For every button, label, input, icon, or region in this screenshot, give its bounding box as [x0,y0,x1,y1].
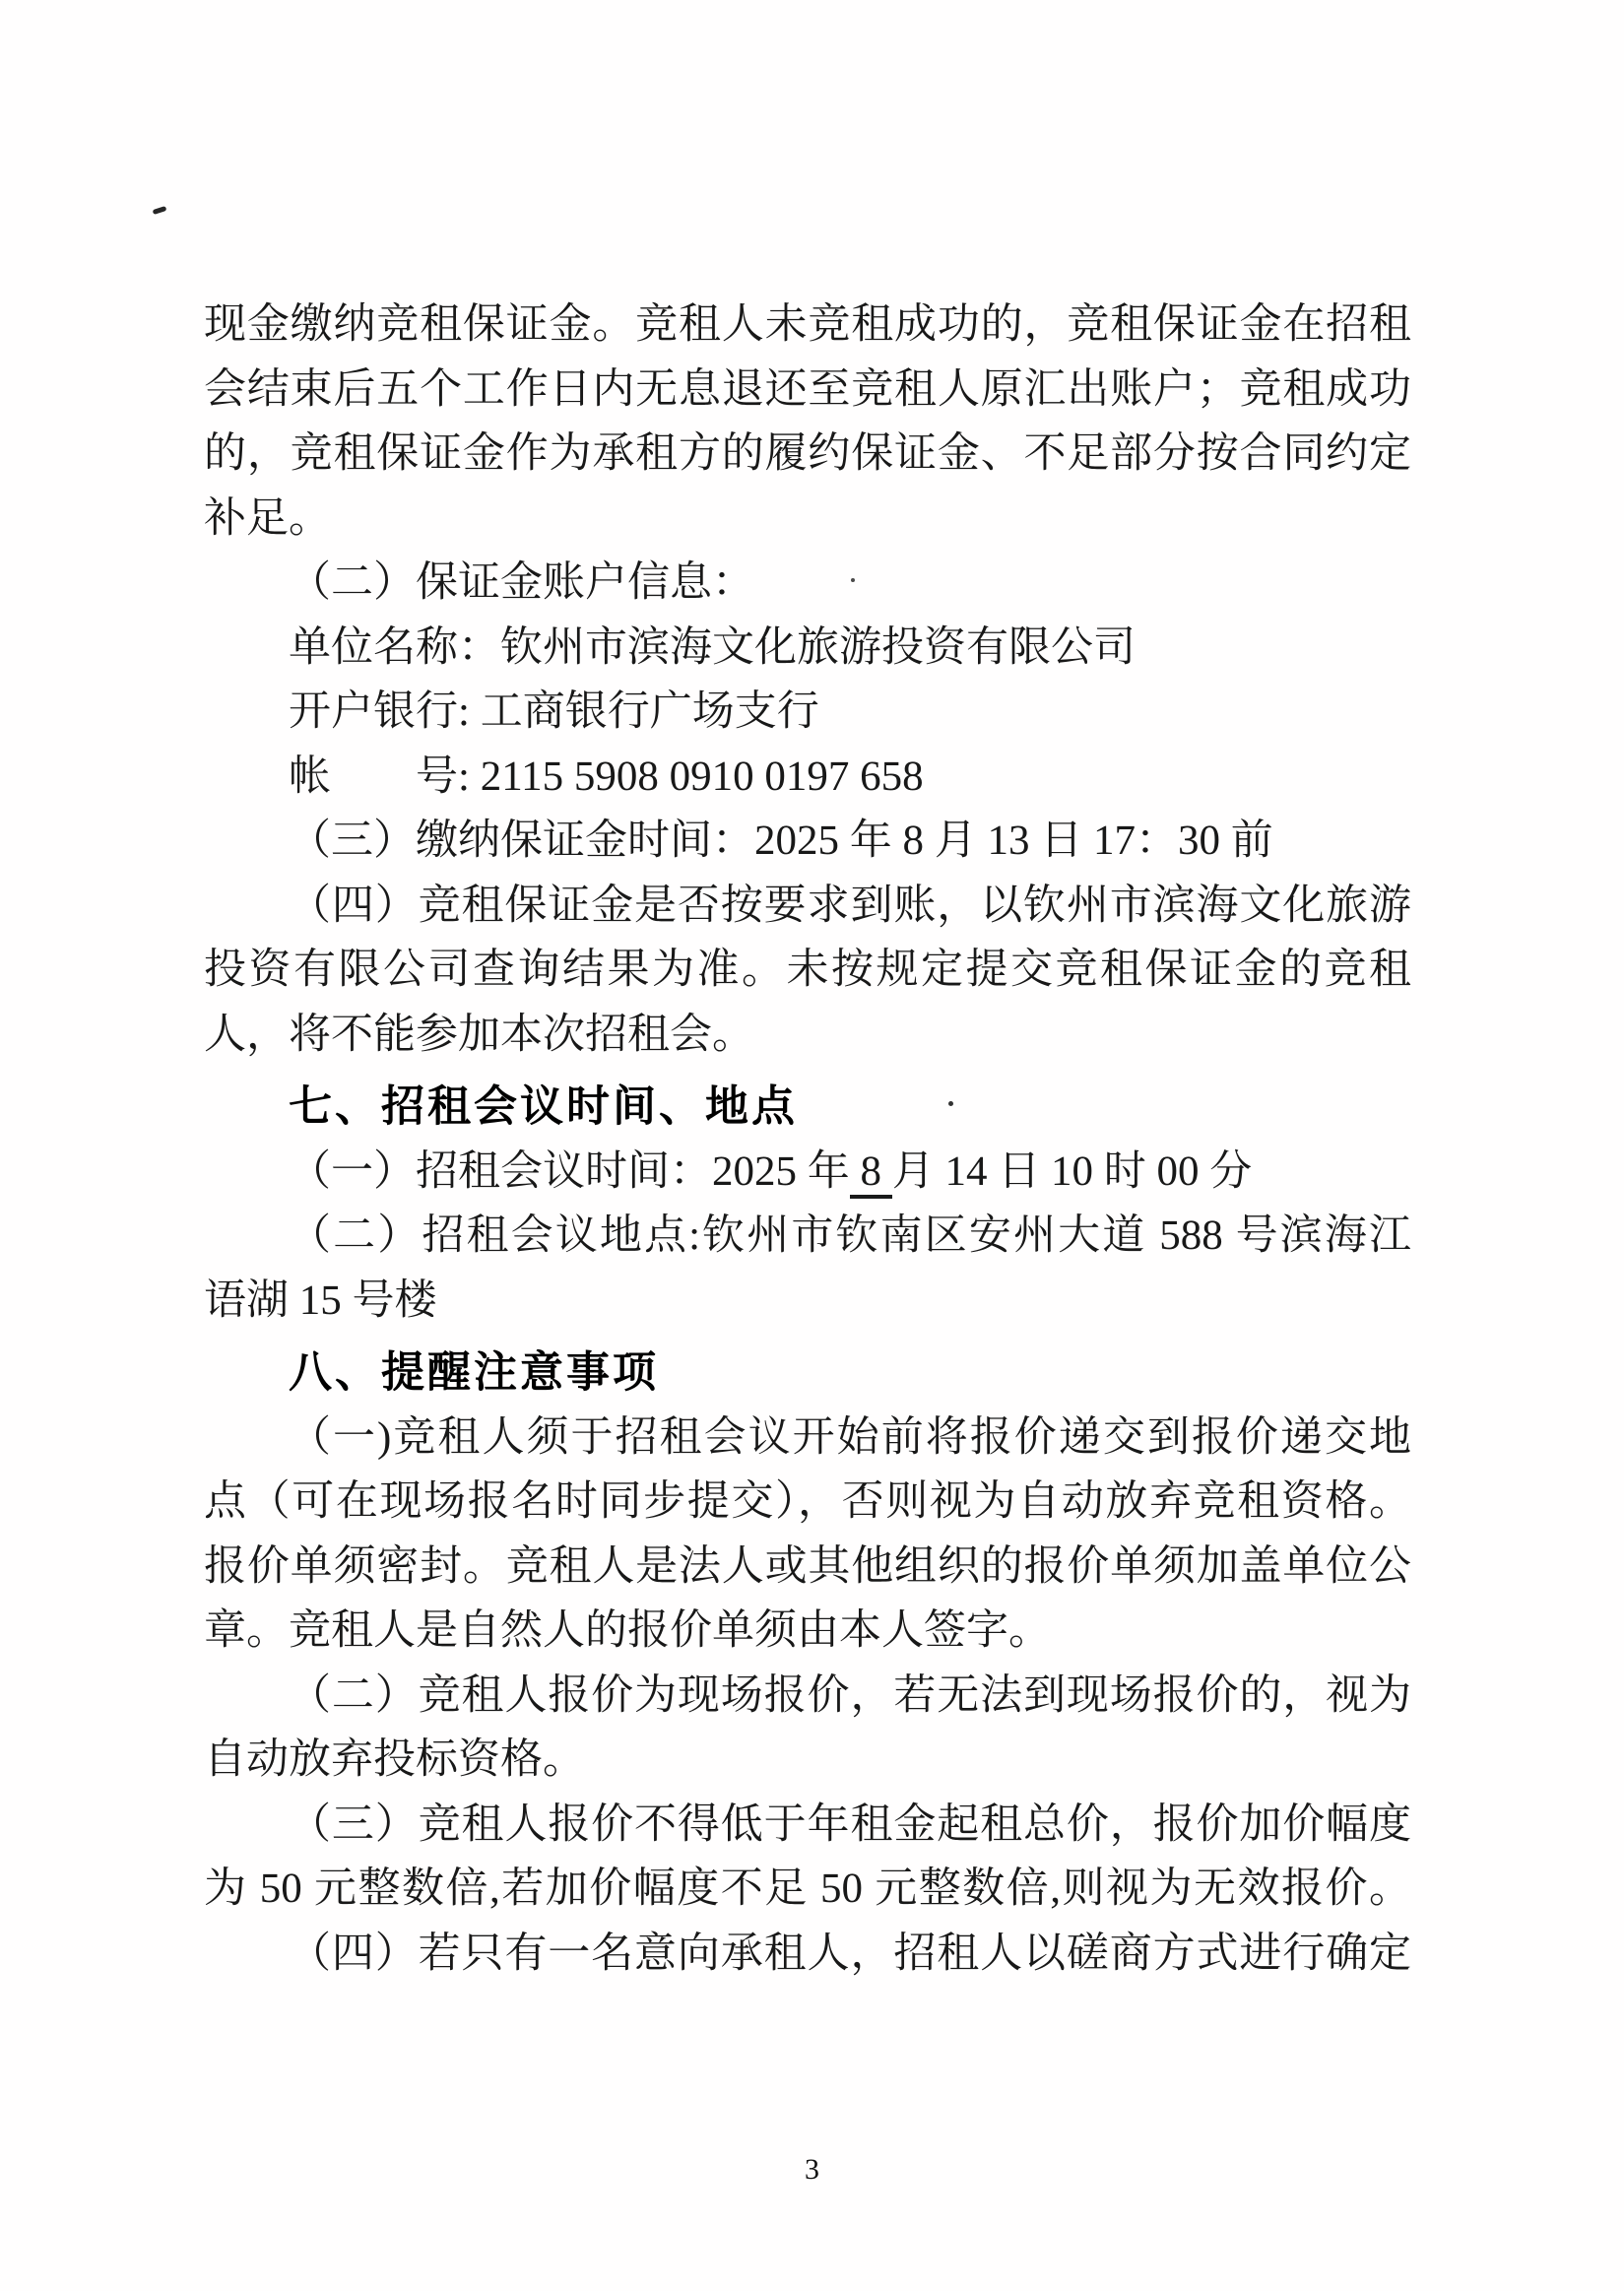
text-line: （二）招租会议地点:钦州市钦南区安州大道 588 号滨海江 [289,1212,1411,1259]
text-line: 为 50 元整数倍,若加价幅度不足 50 元整数倍,则视为无效报价。 [204,1866,1411,1912]
text-line: 现金缴纳竞租保证金。竞租人未竞租成功的，竞租保证金在招租 [204,301,1411,348]
text-segment: （一）招租会议时间：2025 年 [289,1147,850,1195]
text-line: 章。竞租人是自然人的报价单须由本人签字。 [204,1607,1051,1654]
text-line: （一)竞租人须于招租会议开始前将报价递交到报价递交地 [289,1413,1411,1461]
section-heading: 七、招租会议时间、地点 [289,1082,798,1131]
text-line [204,1140,1411,1205]
text-line: 语湖 15 号楼 [204,1276,437,1324]
text-line: 点（可在现场报名时同步提交），否则视为自动放弃竞租资格。 [204,1478,1411,1525]
text-line: 的，竞租保证金作为承租方的履约保证金、不足部分按合同约定 [204,430,1411,477]
text-line: （三）竞租人报价不得低于年租金起租总价，报价加价幅度 [289,1800,1411,1848]
section-heading: 八、提醒注意事项 [289,1348,659,1397]
underlined-text: 8 [850,1148,892,1199]
text-line: （二）竞租人报价为现场报价，若无法到现场报价的，视为 [289,1671,1411,1719]
text-line: 报价单须密封。竞租人是法人或其他组织的报价单须加盖单位公 [204,1542,1411,1590]
text-line: 补足。 [204,494,331,542]
text-line: （二）保证金账户信息： [289,559,754,606]
document-lines [204,293,1411,1986]
text-line: （四）竞租保证金是否按要求到账，以钦州市滨海文化旅游 [289,882,1411,929]
text-segment: 月 14 日 10 时 00 分 [891,1147,1253,1195]
page-number: 3 [805,2153,819,2186]
text-line: 帐 号: 2115 5908 0910 0197 658 [289,753,924,800]
text-line: 自动放弃投标资格。 [204,1736,585,1783]
text-line: 开户银行: 工商银行广场支行 [289,688,819,735]
text-line: 投资有限公司查询结果为准。未按规定提交竞租保证金的竞租 [204,947,1411,993]
text-line: 单位名称：钦州市滨海文化旅游投资有限公司 [289,623,1136,671]
text-line: （三）缴纳保证金时间：2025 年 8 月 13 日 17：30 前 [289,818,1273,864]
scan-speck [153,206,167,215]
text-line: 会结束后五个工作日内无息退还至竞租人原汇出账户；竞租成功 [204,365,1411,413]
text-line: （四）若只有一名意向承租人，招租人以磋商方式进行确定 [289,1930,1411,1977]
text-line: 人，将不能参加本次招租会。 [204,1011,754,1058]
